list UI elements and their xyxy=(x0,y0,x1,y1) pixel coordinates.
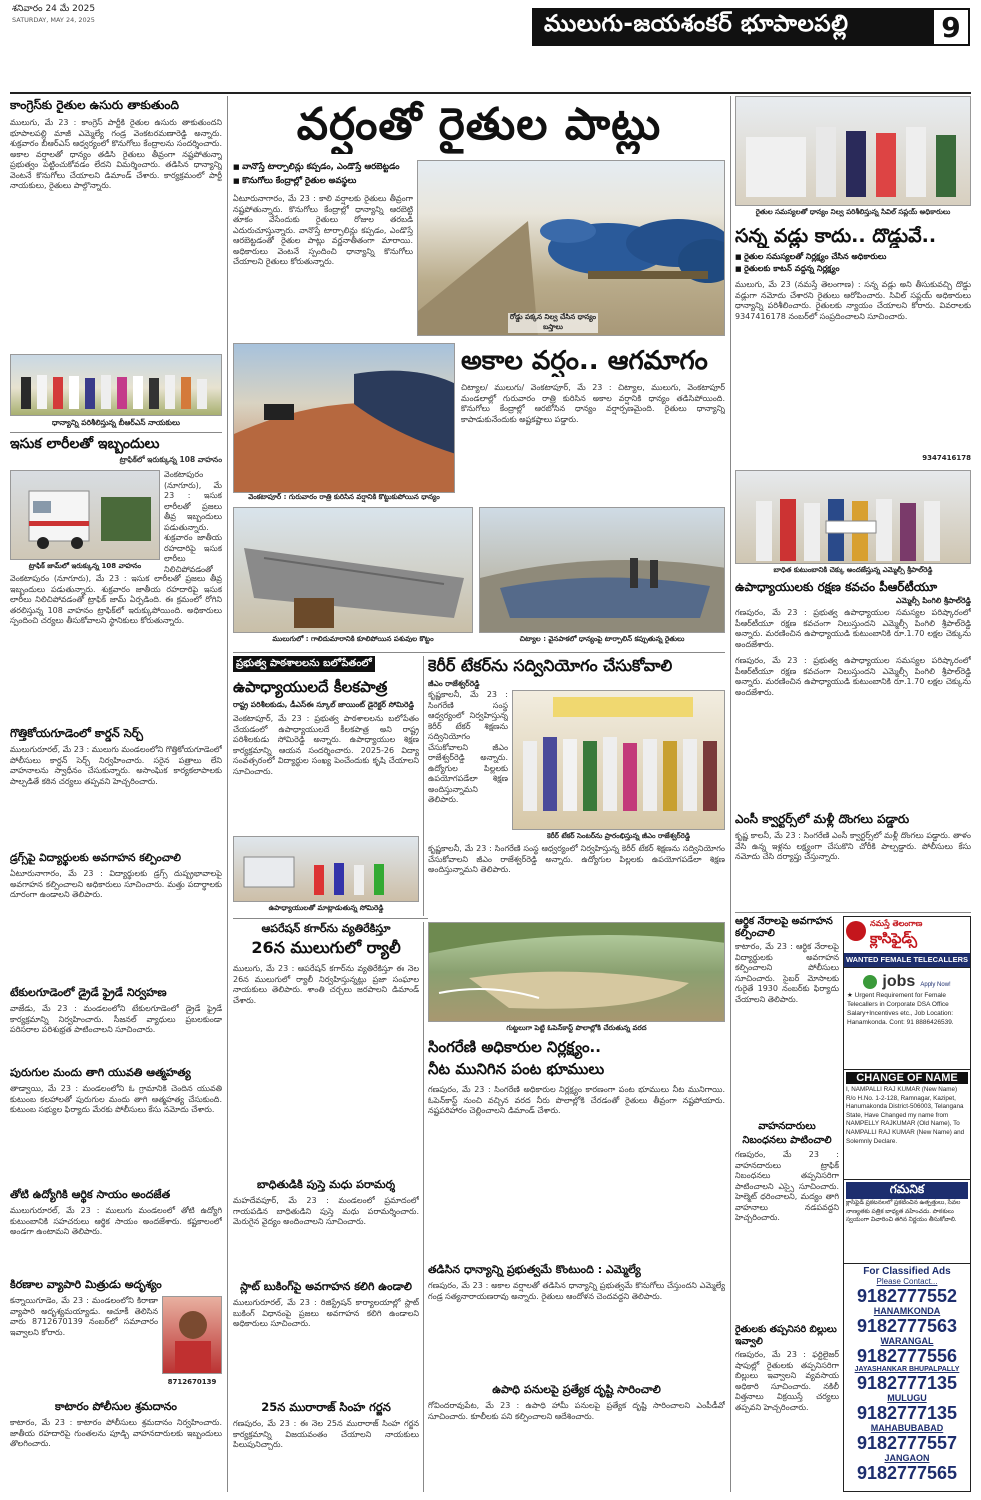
story-bullet: ■ రైతుల సమస్యలతో నిర్లక్ష్యం చేసిన అధికారులు xyxy=(735,252,971,263)
story-headline: సింగరేణి అధికారుల నిర్లక్ష్యం.. xyxy=(428,1038,601,1056)
region-phone: 9182777563 xyxy=(856,1316,958,1336)
bottom-right-stories xyxy=(735,916,839,1492)
story-kicker: ప్రభుత్వ పాఠశాలలను బలోపేతంలో xyxy=(233,656,375,672)
story-headline-line2: నిబంధనలు పాటించాలి xyxy=(742,1135,832,1146)
flood-water-illustration xyxy=(429,923,725,1022)
collapsed-shed-photo xyxy=(233,507,473,633)
region-name: JANGAON xyxy=(884,1453,930,1463)
photo-caption: చిట్యాల : వైనపాకలో ధాన్యంపై టార్పాలిన్ కప్పుతున్న రైతులు xyxy=(519,635,685,643)
ambulance-photo xyxy=(10,470,160,560)
story-headline: గొత్తికోయగూడెంలో కార్డన్ సెర్చ్ xyxy=(10,726,144,740)
story-body: కాటారం, మే 23 : కాటారం పోలీసులు శ్రమదానం నిర్వహించారు. జాతీయ రహదారిపై గుంతలను పూడ్చి వాహనదారులకు ఇబ్బందులు తొలగించారు. xyxy=(10,1418,222,1448)
column-divider xyxy=(423,656,424,916)
story-subhead: ట్రాఫిక్‌లో ఇరుక్కున్న 108 వాహనం xyxy=(119,455,222,464)
story-byline: జీఎం రాజేశ్వర్‌రెడ్డి xyxy=(428,679,480,688)
phone-number: 9347416178 xyxy=(922,454,971,462)
region-phone: 9182777552 xyxy=(856,1286,958,1306)
story-body-continued: గణపురం, మే 23 : ప్రభుత్వ ఉపాధ్యాయుల సమస్యల పరిష్కారంలో పీఆర్‌టీయూ రక్షణ కవచంగా నిలుస్తుందని ఎమ్మెల్సీ పింగిలి శ్రీపాల్‌రెడ్డి అన్నారు. మరణించిన ఉపాధ్యాయుడి కుటుంబానికి రూ.1.70 లక్షల చెక్కును అందజేశారు. xyxy=(735,656,971,697)
date-english: SATURDAY, MAY 24, 2025 xyxy=(12,16,95,24)
collapsed-roof-illustration xyxy=(234,508,473,633)
notice-box xyxy=(843,1180,971,1264)
masthead-date xyxy=(12,4,95,26)
photo-caption: బాధిత కుటుంబానికి చెక్కు అందజేస్తున్న ఎమ్మెల్సీ శ్రీపాల్‌రెడ్డి xyxy=(773,566,933,574)
classifieds-brand: నమస్తే తెలంగాణ xyxy=(870,919,923,928)
column-divider xyxy=(227,96,228,1492)
classifieds-title: క్లాసిఫైడ్స్ xyxy=(870,931,918,947)
jobs-logo: jobs xyxy=(882,973,916,990)
story-headline: ఎంసీ క్వార్టర్స్‌లో మళ్లీ దొంగలు పడ్డారు xyxy=(735,812,910,826)
divider xyxy=(735,912,971,913)
photo-caption: కెరీర్ టేకర్ సెంటర్‌ను ప్రారంభిస్తున్న జీఎం రాజేశ్వర్‌రెడ్డి xyxy=(546,832,691,840)
region-phone: 9182777135 xyxy=(856,1373,958,1393)
region-phone: 9182777557 xyxy=(856,1433,958,1453)
story-body: గణపురం, మే 23 : ప్రభుత్వ ఉపాధ్యాయుల సమస్యల పరిష్కారంలో పీఆర్‌టీయూ రక్షణ కవచంగా నిలుస్తుందని ఎమ్మెల్సీ పింగిలి శ్రీపాల్‌రెడ్డి అన్నారు. మరణించిన ఉపాధ్యాయుడి కుటుంబానికి రూ.1.70 లక్షల చెక్కును అందజేశారు. xyxy=(735,608,971,649)
story-body: ములుగురూరల్, మే 23 : రిజిస్ట్రేషన్ కార్యాలయాల్లో స్లాట్ బుకింగ్ విధానంపై ప్రజలు అవగాహన కలిగి ఉండాలని అధికారులు సూచించారు. xyxy=(233,1298,419,1328)
grain-and-tarp-illustration xyxy=(234,344,455,493)
date-telugu: శనివారం 24 మే 2025 xyxy=(12,4,96,14)
photo-caption: రోడ్డు పక్కన నిల్వ చేసిన ధాన్యం బస్తాలు xyxy=(509,313,597,331)
masthead-rule xyxy=(10,92,971,94)
tarpaulin-grain-photo xyxy=(417,160,725,336)
lead-headline: వర్షంతో రైతుల పాట్లు xyxy=(296,99,662,150)
story-headline: బాధితుడికి పుస్తె మధు పరామర్శ xyxy=(256,1178,396,1191)
photo-caption: ధాన్యాన్ని పరిశీలిస్తున్న బీఆర్‌ఎస్ నాయకులు xyxy=(52,418,180,427)
flooded-field-photo xyxy=(428,922,725,1022)
story-body: వెంకటాపూర్, మే 23 : ప్రభుత్వ పాఠశాలలను బలోపేతం చేయడంలో ఉపాధ్యాయులదే కీలకపాత్ర అని రాష్ట్ర పరిశీలకుడు సోమిరెడ్డి అన్నారు. ఉపాధ్యాయుల శిక్షణ కార్యక్రమాన్ని ఆయన సందర్శించారు. 2025-26 విద్యా సంవత్సరంలో విద్యార్థుల సంఖ్య పెంచేందుకు కృషి చేయాలని సూచించారు. xyxy=(233,714,419,776)
missing-person-photo xyxy=(162,1296,222,1374)
washed-grain-photo xyxy=(233,343,455,493)
farmers-tarp-photo xyxy=(479,507,725,633)
story-headline: కెరీర్ టేకర్‌ను సద్వినియోగం చేసుకోవాలి xyxy=(428,656,673,675)
jobs-tag: Apply Now! xyxy=(920,982,951,988)
story-body: మహదేవపూర్, మే 23 : మండలంలో ప్రమాదంలో గాయపడిన బాధితుడిని పుస్తె మధు పరామర్శించారు. మెరుగైన వైద్యం అందించాలని సూచించారు. xyxy=(233,1196,419,1226)
farmers-covering-grain-illustration xyxy=(480,508,725,633)
story-headline: టేకులగూడెంలో డ్రైడే ఫ్రైడే నిర్వహణ xyxy=(10,986,167,999)
section-banner xyxy=(532,8,970,46)
story-body: కృష్ణకాలనీ, మే 23 : సింగరేణి సంస్థ ఆధ్వర్యంలో నిర్వహిస్తున్న కెరీర్ టేకర్ శిక్షణను సద్వినియోగం చేసుకోవాలని జీఎం రాజేశ్వర్‌రెడ్డి అన్నారు. ఉద్యోగుల పిల్లలకు ఉపయోగపడేలా శిక్షణ అందిస్తున్నామని తెలిపారు. xyxy=(428,690,508,804)
cheque-handover-photo xyxy=(735,470,971,564)
wanted-banner: WANTED FEMALE TELECALLERS xyxy=(844,953,970,967)
middle-left-stories xyxy=(233,922,419,1492)
jobs-ad-text: ★ Urgent Requirement for Female Telecallers in Corporate DSA Office Salary+Incentives etc., Job Location: Hanamkonda. Cont: 91 8886426539. xyxy=(847,992,954,1026)
story-body: గణపురం, మే 23 : సింగరేణి అధికారుల నిర్లక్ష్యం కారణంగా పంట భూములు నీట మునిగాయి. ఓపెన్‌కాస్ట్ నుంచి వచ్చిన వరద నీరు పొలాల్లోకి చేరడంతో రైతులు తీవ్రంగా నష్టపోయారు. నష్టపరిహారం చెల్లించాలని డిమాండ్ చేశారు. xyxy=(428,1085,725,1115)
photo-caption: గుట్టలుగా పెట్టి ఓపెన్‌కాస్ట్ పొలాల్లోకి చేరుతున్న వరద xyxy=(506,1024,647,1032)
story-headline: స్లాట్ బుకింగ్‌పై అవగాహన కలిగి ఉండాలి xyxy=(240,1280,412,1293)
story-body: గణపురం, మే 23 : వాహనదారులు ట్రాఫిక్ నిబంధనలు తప్పనిసరిగా పాటించాలని ఎస్సై సూచించారు. హెల్మెట్ ధరించాలని, మద్యం తాగి వాహనాలు నడపవద్దని హెచ్చరించారు. xyxy=(735,1150,839,1222)
region-phone-list xyxy=(846,1286,968,1483)
meeting-illustration xyxy=(234,837,419,902)
lead-bullet: ■ కొనుగోలు కేంద్రాల్లో రైతుల అవస్థలు xyxy=(233,176,413,188)
story-body: ములుగురూరల్, మే 23 : ములుగు మండలంలో తోటి ఉద్యోగి కుటుంబానికి సహచరులు ఆర్థిక సాయం అందజేశారు. కష్టకాలంలో అండగా ఉంటామని తెలిపారు. xyxy=(10,1206,222,1236)
region-phone: 9182777556 xyxy=(856,1346,958,1366)
people-group-illustration xyxy=(11,355,222,416)
newspaper-logo-icon xyxy=(846,921,866,941)
photo-caption: రైతుల సమస్యలతో ధాన్యం నిల్వ పరిశీలిస్తున్న సివిల్ సప్లయ్ అధికారులు xyxy=(755,208,951,216)
classifieds-banner xyxy=(843,916,971,968)
jobs-logo-icon xyxy=(863,975,877,989)
story-headline: సన్న వడ్లు కాదు.. దొడ్డువే.. xyxy=(735,225,937,247)
story-headline: అకాల వర్షం.. ఆగమాగం xyxy=(461,346,708,376)
story-body: కృష్ణ కాలనీ, మే 23 : సింగరేణి ఎంసీ క్వార్టర్స్‌లో మళ్లీ దొంగలు పడ్డారు. తాళం వేసి ఉన్న ఇళ్లను లక్ష్యంగా చేసుకొని చోరీకి పాల్పడ్డారు. పోలీసులు కేసు నమోదు చేసి దర్యాప్తు చేస్తున్నారు. xyxy=(735,831,971,861)
story-headline: 26న ములుగులో ర్యాలీ xyxy=(251,938,401,957)
divider xyxy=(233,918,428,919)
contact-title: For Classified Ads xyxy=(863,1266,951,1277)
ambulance-illustration xyxy=(11,471,160,560)
story-byline: రాష్ట్ర పరిశీలకుడు, డీఎస్‌ఈ స్కూల్ జాయింట్ డైరెక్టర్ సోమిరెడ్డి xyxy=(233,700,415,709)
story-body: ములుగు, మే 23 (నమస్తే తెలంగాణ) : సన్న వడ్లు అని తీసుకువచ్చి దొడ్డు వడ్లుగా నమోదు చేశారని రైతులు ఆరోపించారు. సివిల్ సప్లయ్ అధికారులు ధాన్యాన్ని పరిశీలించారు. రైతులకు న్యాయం చేయాలని కోరారు. వివరాలకు 9347416178 నంబర్‌లో సంప్రదించాలని సూచించారు. xyxy=(735,280,971,321)
region-name: MULUGU xyxy=(887,1393,927,1403)
story-headline: కిరణాల వ్యాపారి మిత్రుడు అదృశ్యం xyxy=(10,1278,162,1291)
right-column-top xyxy=(735,96,971,656)
teachers-story xyxy=(233,656,419,834)
story-headline: వాహనదారులు xyxy=(758,1121,816,1132)
story-headline: తడిసిన ధాన్యాన్ని ప్రభుత్వమే కొంటుంది : ఎమ్మెల్యే xyxy=(428,1263,641,1276)
story-headline: ఇసుక లారీలతో ఇబ్బందులు xyxy=(10,436,160,452)
region-phone: 9182777135 xyxy=(856,1403,958,1423)
region-name: HANAMKONDA xyxy=(873,1306,941,1316)
inauguration-group-illustration xyxy=(513,691,725,830)
photo-caption: ములుగులో : గాలిదుమారానికి కూలిపోయిన పశువుల కొట్టం xyxy=(272,635,434,643)
career-story xyxy=(428,656,725,918)
story-kicker: ఆపరేషన్ కగార్‌ను వ్యతిరేకిస్తూ xyxy=(261,922,391,935)
region-phone: 9182777565 xyxy=(856,1463,958,1483)
change-of-name-ad xyxy=(843,1070,971,1180)
officials-office-illustration xyxy=(736,97,971,206)
story-headline: తోటి ఉద్యోగికి ఆర్థిక సాయం అందజేత xyxy=(10,1188,171,1201)
person-portrait-illustration xyxy=(163,1297,222,1374)
story-headline: ఉపాధి పనులపై ప్రత్యేక దృష్టి సారించాలి xyxy=(492,1383,661,1396)
story-headline: కాంగ్రెస్‌కు రైతుల ఉసురు తాకుతుంది xyxy=(10,98,179,112)
left-column xyxy=(10,96,222,1492)
story-body: కాటారం, మే 23 : ఆర్థిక నేరాలపై విద్యార్థులకు అవగాహన కల్పించాలని పోలీసులు సూచించారు. సైబర్ మోసాలకు గురైతే 1930 నంబర్‌కు ఫిర్యాదు చేయాలని తెలిపారు. xyxy=(735,942,839,1004)
classified-contact-box xyxy=(843,1264,971,1492)
covered-grain-heaps-illustration xyxy=(418,161,725,336)
jobs-ad xyxy=(843,968,971,1070)
divider xyxy=(10,432,222,433)
story-body: ఏటూరునాగారం, మే 23 : విద్యార్థులకు డ్రగ్స్ దుష్ప్రభావాలపై అవగాహన కల్పించాలని అధికారులు సూచించారు. మత్తు పదార్థాలకు దూరంగా ఉండాలని తెలిపారు. xyxy=(10,869,222,899)
story-headline: డ్రగ్స్‌పై విద్యార్థులకు అవగాహన కల్పించాలి xyxy=(10,852,181,864)
story-headline: పురుగుల మందు తాగి యువతి ఆత్మహత్య xyxy=(10,1066,191,1079)
story-body: ములుగురూరల్, మే 23 : ములుగు మండలంలోని గొత్తికోయగూడెంలో పోలీసులు కార్డన్ సెర్చ్ నిర్వహించారు. సరైన పత్రాలు లేని వాహనాలను స్వాధీనం చేసుకున్నారు. అసాంఘిక కార్యకలాపాలకు పాల్పడితే కఠిన చర్యలు తప్పవని హెచ్చరించారు. xyxy=(10,745,222,786)
photo-caption: వెంకటాపూర్ : గురువారం రాత్రి కురిసిన వర్షానికి కొట్టుకుపోయిన ధాన్యం xyxy=(248,493,440,501)
classified-ads-column xyxy=(843,916,971,1492)
phone-number: 8712670139 xyxy=(167,1378,217,1386)
lead-bullet: ■ వానొస్తే టార్పాలిన్లు కప్పడం, ఎండొస్తే ఆరబెట్టడం xyxy=(233,162,413,174)
lead-body: ఏటూరునాగారం, మే 23 : కాలి వర్షాలకు రైతులు తీవ్రంగా నష్టపోతున్నారు. కొనుగోలు కేంద్రాల్లో ధాన్యాన్ని ఆరబెట్టి తూకం వేసేందుకు రైతులు రోజుల తరబడి ఎదురుచూస్తున్నారు. వానొస్తే టార్పాలిన్లు కప్పడం, ఎండొస్తే ఆరబెట్టడంతో రైతుల పాట్లు వర్ణనాతీతంగా మారాయి. అధికారులు వెంటనే స్పందించి ధాన్యాన్ని కొనుగోలు చేయాలని రైతులు కోరుతున్నారు. xyxy=(233,194,413,266)
contact-subtitle: Please Contact... xyxy=(876,1277,938,1286)
story-headline: ఆర్థిక నేరాలపై అవగాహన కల్పించాలి xyxy=(735,916,833,939)
unseasonal-rain-story xyxy=(233,343,725,648)
section-title: ములుగు-జయశంకర్ భూపాలపల్లి xyxy=(544,11,849,37)
story-body: ములుగు, మే 23 : కాంగ్రెస్ పార్టీకి రైతుల ఉసురు తాకుతుందని భూపాలపల్లి మాజీ ఎమ్మెల్యే గండ్ర వెంకటరమణారెడ్డి అన్నారు. శుక్రవారం బీఆర్‌ఎస్ ఆధ్వర్యంలో కొనుగోలు కేంద్రాలను సందర్శించారు. అకాల వర్షాలతో ధాన్యం తడిసి రైతులు తీవ్రంగా నష్టపోతున్నా ప్రభుత్వం పట్టించుకోవడం లేదని విమర్శించారు. తడిసిన ధాన్యాన్ని వెంటనే కొనుగోలు చేయాలని డిమాండ్ చేశారు. కార్యక్రమంలో పార్టీ నాయకులు, రైతులు పాల్గొన్నారు. xyxy=(10,118,222,190)
photo-caption: ఉపాధ్యాయులతో మాట్లాడుతున్న సోమిరెడ్డి xyxy=(268,904,384,912)
civil-supply-officials-photo xyxy=(735,96,971,206)
cheque-handover-illustration xyxy=(736,471,971,564)
story-subhead: ఎమ్మెల్సీ పింగిలి శ్రీపాల్‌రెడ్డి xyxy=(896,596,971,605)
story-headline: ఉపాధ్యాయులదే కీలకపాత్ర xyxy=(233,678,388,696)
story-body: గోవిందరావుపేట, మే 23 : ఉపాధి హామీ పనులపై ప్రత్యేక దృష్టి సారించాలని ఎంపీడీవో సూచించారు. కూలీలకు పని కల్పించాలని ఆదేశించారు. xyxy=(428,1401,725,1421)
story-body: గణపురం, మే 23 : ఈ నెల 25న మురారాజ్ సింహ గర్జన కార్యక్రమాన్ని విజయవంతం చేయాలని నాయకులు పిలుపునిచ్చారు. xyxy=(233,1419,419,1449)
story-body: ములుగు, మే 23 : ఆపరేషన్ కగార్‌ను వ్యతిరేకిస్తూ ఈ నెల 26న ములుగులో ర్యాలీ నిర్వహిస్తున్నట్లు ప్రజా సంఘాల నాయకులు తెలిపారు. శాంతి చర్చలు జరపాలని డిమాండ్ చేశారు. xyxy=(233,964,419,1005)
story-headline: 25న మురారాజ్ సింహ గర్జన xyxy=(261,1400,391,1414)
story-body: గణపురం, మే 23 : ఫర్టిలైజర్ షాపుల్లో రైతులకు తప్పనిసరిగా బిల్లులు ఇవ్వాలని వ్యవసాయ అధికారి సూచించారు. నకిలీ విత్తనాలు విక్రయిస్తే చర్యలు తప్పవని హెచ్చరించారు. xyxy=(735,1350,839,1412)
story-body-continued: కృష్ణకాలనీ, మే 23 : సింగరేణి సంస్థ ఆధ్వర్యంలో నిర్వహిస్తున్న కెరీర్ టేకర్ శిక్షణను సద్వినియోగం చేసుకోవాలని జీఎం రాజేశ్వర్‌రెడ్డి అన్నారు. ఉద్యోగుల పిల్లలకు ఉపయోగపడేలా శిక్షణ అందిస్తున్నామని తెలిపారు. xyxy=(428,844,725,874)
story-headline: రైతులకు తప్పనిసరి బిల్లులు ఇవ్వాలి xyxy=(735,1324,837,1347)
story-body: చిట్యాల/ ములుగు/ వెంకటాపూర్, మే 23 : చిట్యాల, ములుగు, వెంకటాపూర్ మండలాల్లో గురువారం రాత్రి కురిసిన అకాల వర్షానికి ధాన్యం తడిసిపోయింది. కొనుగోలు కేంద్రాల్లో ఆరబోసిన ధాన్యం వర్షార్పణమైంది. రైతులు ధాన్యాన్ని కాపాడుకునేందుకు అష్టకష్టాలు పడ్డారు. xyxy=(461,383,725,424)
column-divider xyxy=(730,96,731,1492)
singareni-story xyxy=(428,922,725,1492)
change-of-name-text: I, NAMPALLI RAJ KUMAR (New Name) R/o H.No. 1-2-128, Ramnagar, Kazipet, Hanumakonda District-506003, Telangana State, Have Changed my name from NAMPELLY RAJKUMAR (Old Name), To NAMPALLI RAJ KUMAR (New Name) and Solemnly Declare. xyxy=(846,1086,965,1145)
photo-caption: ట్రాఫిక్ జామ్‌లో ఇరుక్కున్న 108 వాహనం xyxy=(28,562,142,570)
region-name: JAYASHANKAR BHUPALPALLY xyxy=(854,1366,960,1373)
column-divider xyxy=(423,922,424,1492)
story-bullet: ■ రైతులకు కాటన్ వద్దన్న నిర్లక్ష్యం xyxy=(735,264,971,275)
story-body: వెంకటాపురం (నూగూరు), మే 23 : ఇసుక లారీలతో ప్రజలు తీవ్ర ఇబ్బందులు పడుతున్నారు. శుక్రవారం జాతీయ రహదారిపై ఇసుక లారీలు నిలిచిపోవడంతో ట్రాఫిక్ జామ్ ఏర్పడింది. ఈ క్రమంలో రోగిని తరలిస్తున్న 108 వాహనం ట్రాఫిక్‌లో ఇరుక్కుపోయింది. అధికారులు స్పందించి చర్యలు తీసుకోవాలని స్థానికులు కోరుతున్నారు. xyxy=(10,574,222,625)
story-body-side: వెంకటాపురం (నూగూరు), మే 23 : ఇసుక లారీలతో ప్రజలు తీవ్ర ఇబ్బందులు పడుతున్నారు. శుక్రవారం జాతీయ రహదారిపై ఇసుక లారీలు నిలిచిపోవడంతో xyxy=(164,470,222,574)
story-headline: ఉపాధ్యాయులకు రక్షణ కవచం పీఆర్‌టీయూ xyxy=(735,580,938,594)
story-headline: కాటారం పోలీసుల శ్రమదానం xyxy=(55,1400,177,1413)
region-name: MAHABUBABAD xyxy=(870,1423,944,1433)
brs-leaders-photo xyxy=(10,354,222,416)
story-body: కన్నాయిగూడెం, మే 23 : మండలంలోని కిరాణా వ్యాపారి అదృశ్యమయ్యాడు. ఆచూకీ తెలిసిన వారు 8712670139 నంబర్‌లో సమాచారం ఇవ్వాలని కోరారు. xyxy=(10,1296,158,1337)
story-body: వాజేడు, మే 23 : మండలంలోని టేకులగూడెంలో డ్రైడే ఫ్రైడే కార్యక్రమాన్ని నిర్వహించారు. సీజనల్ వ్యాధులు ప్రబలకుండా పరిసరాల పరిశుభ్రత పాటించాలని సూచించారు. xyxy=(10,1004,222,1034)
story-body: తాడ్వాయి, మే 23 : మండలంలోని ఓ గ్రామానికి చెందిన యువతి కుటుంబ కలహాలతో పురుగుల మందు తాగి ఆత్మహత్య చేసుకుంది. కుటుంబ సభ్యుల ఫిర్యాదు మేరకు పోలీసులు కేసు నమోదు చేశారు. xyxy=(10,1084,222,1114)
story-body: గణపురం, మే 23 : అకాల వర్షాలతో తడిసిన ధాన్యాన్ని ప్రభుత్వమే కొనుగోలు చేస్తుందని ఎమ్మెల్యే గండ్ర సత్యనారాయణరావు అన్నారు. రైతులు ఆందోళన చెందవద్దని తెలిపారు. xyxy=(428,1281,725,1301)
teachers-meeting-photo xyxy=(233,836,419,902)
divider xyxy=(233,652,725,653)
change-of-name-title: CHANGE OF NAME xyxy=(846,1072,968,1084)
region-name: WARANGAL xyxy=(880,1336,934,1346)
career-center-photo xyxy=(512,690,725,830)
page-number: 9 xyxy=(932,8,970,46)
lead-story xyxy=(233,96,725,340)
notice-text: క్లాసిఫైడ్ ప్రకటనలలో ప్రకటించిన ఉత్పత్తులు, సేవల నాణ్యతకు పత్రిక బాధ్యత వహించదు. పాఠకులు స్వయంగా విచారించి తగిన నిర్ణయం తీసుకోవాలి. xyxy=(846,1200,961,1223)
story-headline: నీట మునిగిన పంట భూములు xyxy=(428,1060,605,1078)
notice-title: గమనిక xyxy=(846,1182,968,1199)
right-column-middle xyxy=(735,656,971,912)
